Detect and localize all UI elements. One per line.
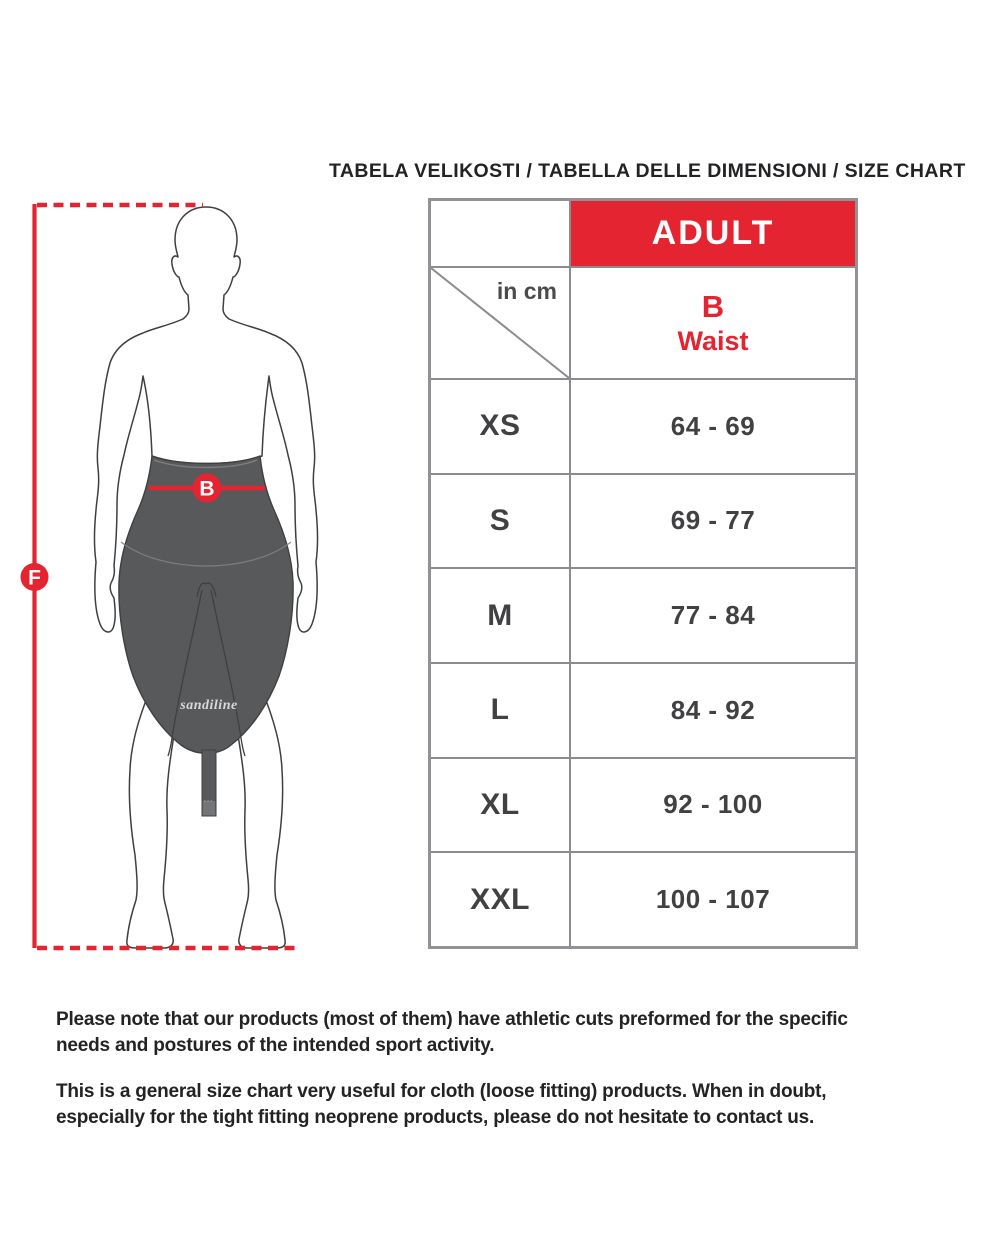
- note-line: Please note that our products (most of them) have athletic cuts preformed for the specific: [56, 1009, 848, 1030]
- waist-label: B: [199, 477, 215, 501]
- skirt-strap-tip: [203, 801, 216, 816]
- height-label: F: [28, 566, 41, 590]
- size-label-s: S: [431, 475, 569, 568]
- footer-notes: [56, 1007, 961, 1151]
- page-title: TABELA VELIKOSTI / TABELLA DELLE DIMENSIONI / SIZE CHART: [329, 160, 966, 182]
- table-unit-cell: [431, 268, 569, 378]
- size-label-xs: XS: [431, 380, 569, 473]
- table-corner-empty-cell: [431, 201, 569, 266]
- table-header-adult: ADULT: [571, 201, 855, 266]
- size-figure-illustration: [0, 185, 345, 975]
- measure-header-cell: [571, 268, 855, 378]
- brand-logo: sandiline: [180, 698, 238, 713]
- unit-label: in cm: [496, 278, 557, 304]
- range-l: 84 - 92: [571, 664, 855, 757]
- note-general-chart: [56, 1079, 961, 1131]
- size-label-m: M: [431, 569, 569, 662]
- size-label-xxl: XXL: [431, 853, 569, 946]
- note-athletic-cuts: [56, 1007, 961, 1059]
- range-xxl: 100 - 107: [571, 853, 855, 946]
- note-line: especially for the tight fitting neoprene products, please do not hesitate to contact us.: [56, 1107, 815, 1128]
- range-xs: 64 - 69: [571, 380, 855, 473]
- measure-name: Waist: [677, 326, 749, 357]
- size-label-xl: XL: [431, 759, 569, 852]
- measure-code: B: [701, 289, 725, 325]
- note-line: needs and postures of the intended sport activity.: [56, 1035, 495, 1056]
- size-chart-table: [428, 198, 858, 949]
- note-line: This is a general size chart very useful for cloth (loose fitting) products. When in doubt,: [56, 1081, 827, 1102]
- range-m: 77 - 84: [571, 569, 855, 662]
- size-label-l: L: [431, 664, 569, 757]
- range-s: 69 - 77: [571, 475, 855, 568]
- range-xl: 92 - 100: [571, 759, 855, 852]
